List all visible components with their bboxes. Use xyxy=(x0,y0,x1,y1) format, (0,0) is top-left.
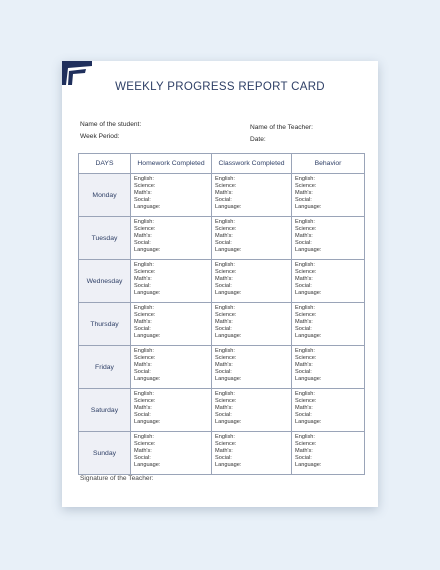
subject-label: Science: xyxy=(295,398,317,404)
subject-label: Language: xyxy=(134,333,161,339)
subject-list xyxy=(212,389,291,426)
subject-label: Science: xyxy=(215,398,237,404)
subject-label: Science: xyxy=(134,269,156,275)
subject-list xyxy=(292,346,364,383)
column-header: Homework Completed xyxy=(131,154,212,174)
subject-label: Language: xyxy=(295,204,322,210)
subject-label: English: xyxy=(215,176,235,182)
subject-label: Language: xyxy=(134,204,161,210)
subject-cell[interactable] xyxy=(131,260,212,303)
day-cell: Friday xyxy=(79,346,131,389)
subject-list xyxy=(131,346,211,383)
subject-label: English: xyxy=(134,348,154,354)
subject-label: Social: xyxy=(215,240,232,246)
table-row xyxy=(79,346,365,389)
subject-label: Science: xyxy=(215,226,237,232)
subject-label: Social: xyxy=(295,412,312,418)
column-header: Behavior xyxy=(292,154,365,174)
day-cell: Saturday xyxy=(79,389,131,432)
subject-cell[interactable] xyxy=(212,174,292,217)
subject-label: Math's: xyxy=(215,405,233,411)
subject-label: English: xyxy=(215,305,235,311)
subject-label: Science: xyxy=(134,312,156,318)
subject-label: Math's: xyxy=(215,319,233,325)
subject-list xyxy=(212,174,291,211)
subject-label: Math's: xyxy=(295,448,313,454)
subject-label: Science: xyxy=(295,312,317,318)
subject-label: Math's: xyxy=(295,233,313,239)
subject-label: Social: xyxy=(215,412,232,418)
subject-list xyxy=(212,432,291,469)
subject-cell[interactable] xyxy=(131,432,212,475)
subject-label: Language: xyxy=(134,290,161,296)
subject-list xyxy=(292,389,364,426)
subject-cell[interactable] xyxy=(292,303,365,346)
subject-label: Science: xyxy=(134,441,156,447)
subject-label: Math's: xyxy=(134,319,152,325)
subject-label: Language: xyxy=(295,290,322,296)
subject-label: Math's: xyxy=(134,405,152,411)
subject-label: Math's: xyxy=(134,233,152,239)
subject-cell[interactable] xyxy=(212,432,292,475)
subject-label: Language: xyxy=(295,376,322,382)
subject-label: Social: xyxy=(215,455,232,461)
subject-label: Language: xyxy=(295,462,322,468)
subject-label: English: xyxy=(215,262,235,268)
subject-label: Social: xyxy=(215,197,232,203)
subject-cell[interactable] xyxy=(131,346,212,389)
subject-cell[interactable] xyxy=(292,389,365,432)
subject-label: Math's: xyxy=(134,362,152,368)
subject-list xyxy=(212,346,291,383)
date-label: Date: xyxy=(250,136,266,143)
week-period-label: Week Period: xyxy=(80,133,120,140)
report-card-page xyxy=(62,61,378,507)
subject-label: Math's: xyxy=(295,362,313,368)
subject-label: Language: xyxy=(295,419,322,425)
subject-label: Language: xyxy=(134,376,161,382)
page-title: WEEKLY PROGRESS REPORT CARD xyxy=(115,81,325,93)
subject-label: Science: xyxy=(134,355,156,361)
subject-label: Science: xyxy=(295,441,317,447)
subject-label: Social: xyxy=(215,326,232,332)
subject-label: Social: xyxy=(295,369,312,375)
subject-label: Social: xyxy=(134,326,151,332)
subject-label: Science: xyxy=(215,312,237,318)
subject-label: Social: xyxy=(134,455,151,461)
subject-label: Math's: xyxy=(215,190,233,196)
day-cell: Tuesday xyxy=(79,217,131,260)
subject-label: Math's: xyxy=(295,190,313,196)
subject-list xyxy=(292,217,364,254)
subject-label: Language: xyxy=(134,419,161,425)
subject-label: English: xyxy=(215,348,235,354)
subject-label: English: xyxy=(134,305,154,311)
subject-list xyxy=(292,432,364,469)
subject-label: Social: xyxy=(295,326,312,332)
subject-label: Math's: xyxy=(215,233,233,239)
subject-label: English: xyxy=(295,219,315,225)
subject-label: Language: xyxy=(215,333,242,339)
subject-list xyxy=(292,174,364,211)
subject-label: Science: xyxy=(295,183,317,189)
day-cell: Sunday xyxy=(79,432,131,475)
student-name-label: Name of the student: xyxy=(80,121,142,128)
subject-label: Social: xyxy=(134,412,151,418)
table-row xyxy=(79,174,365,217)
subject-label: Social: xyxy=(295,197,312,203)
table-body xyxy=(79,174,365,475)
table-row xyxy=(79,432,365,475)
subject-label: English: xyxy=(295,391,315,397)
column-header: DAYS xyxy=(79,154,131,174)
subject-label: Science: xyxy=(295,226,317,232)
subject-label: English: xyxy=(295,262,315,268)
subject-cell[interactable] xyxy=(292,174,365,217)
subject-label: Language: xyxy=(215,204,242,210)
subject-label: Language: xyxy=(134,247,161,253)
subject-label: English: xyxy=(295,434,315,440)
subject-label: English: xyxy=(134,176,154,182)
subject-list xyxy=(131,217,211,254)
subject-label: Social: xyxy=(215,283,232,289)
subject-label: Language: xyxy=(215,290,242,296)
subject-cell[interactable] xyxy=(212,389,292,432)
subject-label: Social: xyxy=(134,197,151,203)
subject-label: Math's: xyxy=(134,276,152,282)
subject-cell[interactable] xyxy=(131,389,212,432)
subject-label: Social: xyxy=(134,240,151,246)
subject-label: English: xyxy=(134,434,154,440)
subject-label: Social: xyxy=(295,240,312,246)
column-header: Classwork Completed xyxy=(212,154,292,174)
day-cell: Monday xyxy=(79,174,131,217)
subject-label: Language: xyxy=(134,462,161,468)
subject-label: English: xyxy=(295,348,315,354)
subject-cell[interactable] xyxy=(292,346,365,389)
progress-table xyxy=(78,153,365,475)
subject-label: English: xyxy=(295,305,315,311)
subject-label: Social: xyxy=(134,283,151,289)
subject-label: Math's: xyxy=(295,319,313,325)
subject-cell[interactable] xyxy=(212,346,292,389)
subject-label: English: xyxy=(215,219,235,225)
subject-label: English: xyxy=(134,219,154,225)
table-row xyxy=(79,217,365,260)
subject-cell[interactable] xyxy=(212,217,292,260)
subject-list xyxy=(131,389,211,426)
teacher-name-label: Name of the Teacher: xyxy=(250,124,313,131)
subject-label: English: xyxy=(134,391,154,397)
subject-label: Science: xyxy=(134,226,156,232)
subject-label: Language: xyxy=(215,462,242,468)
subject-list xyxy=(131,260,211,297)
subject-label: Science: xyxy=(134,183,156,189)
subject-label: Math's: xyxy=(295,405,313,411)
subject-list xyxy=(292,260,364,297)
subject-label: Social: xyxy=(295,455,312,461)
subject-label: English: xyxy=(134,262,154,268)
table-header-row xyxy=(79,154,365,174)
subject-list xyxy=(131,303,211,340)
subject-list xyxy=(292,303,364,340)
subject-cell[interactable] xyxy=(292,260,365,303)
subject-label: English: xyxy=(215,434,235,440)
subject-label: Science: xyxy=(215,355,237,361)
subject-cell[interactable] xyxy=(131,217,212,260)
subject-label: Science: xyxy=(134,398,156,404)
subject-label: Language: xyxy=(295,333,322,339)
subject-label: Language: xyxy=(215,376,242,382)
subject-label: Science: xyxy=(215,269,237,275)
subject-cell[interactable] xyxy=(212,303,292,346)
subject-label: Math's: xyxy=(215,276,233,282)
subject-label: Language: xyxy=(295,247,322,253)
subject-label: Social: xyxy=(295,283,312,289)
subject-list xyxy=(212,303,291,340)
subject-label: Social: xyxy=(215,369,232,375)
subject-cell[interactable] xyxy=(292,217,365,260)
subject-list xyxy=(131,174,211,211)
subject-label: Science: xyxy=(295,269,317,275)
subject-label: English: xyxy=(295,176,315,182)
day-cell: Wednesday xyxy=(79,260,131,303)
subject-label: English: xyxy=(215,391,235,397)
subject-list xyxy=(212,217,291,254)
subject-label: Social: xyxy=(134,369,151,375)
subject-label: Math's: xyxy=(134,448,152,454)
subject-label: Science: xyxy=(295,355,317,361)
table-row xyxy=(79,389,365,432)
subject-list xyxy=(212,260,291,297)
teacher-signature-label: Signature of the Teacher: xyxy=(80,475,154,482)
subject-label: Language: xyxy=(215,419,242,425)
subject-label: Math's: xyxy=(215,448,233,454)
subject-label: Language: xyxy=(215,247,242,253)
subject-label: Math's: xyxy=(134,190,152,196)
table-row xyxy=(79,303,365,346)
table-row xyxy=(79,260,365,303)
subject-cell[interactable] xyxy=(292,432,365,475)
subject-label: Math's: xyxy=(215,362,233,368)
subject-cell[interactable] xyxy=(131,174,212,217)
subject-cell[interactable] xyxy=(212,260,292,303)
subject-label: Math's: xyxy=(295,276,313,282)
day-cell: Thursday xyxy=(79,303,131,346)
subject-cell[interactable] xyxy=(131,303,212,346)
subject-label: Science: xyxy=(215,441,237,447)
subject-label: Science: xyxy=(215,183,237,189)
subject-list xyxy=(131,432,211,469)
